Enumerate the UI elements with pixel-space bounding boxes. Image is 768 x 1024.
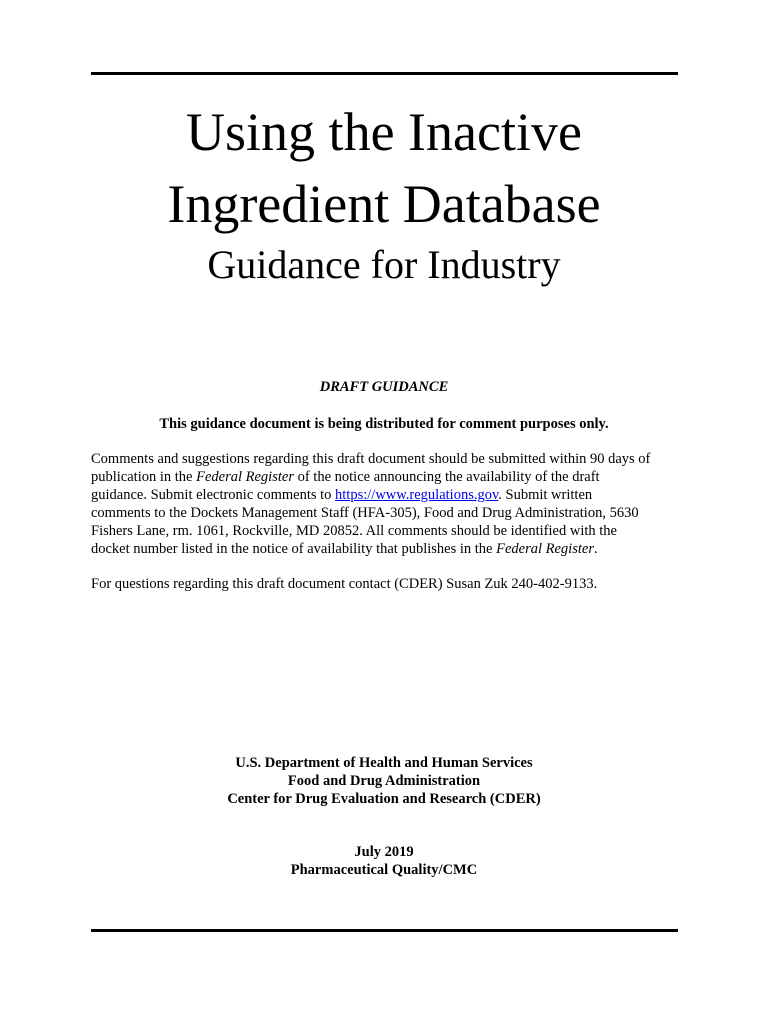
agency-line-3: Center for Drug Evaluation and Research (CDER)	[227, 791, 541, 807]
comments-text: . Submit written	[498, 487, 593, 503]
top-rule	[91, 72, 678, 75]
publication-date: July 2019	[354, 844, 414, 860]
comments-line-5: Fishers Lane, rm. 1061, Rockville, MD 20852. All comments should be identified with the	[91, 523, 617, 539]
agency-line-2: Food and Drug Administration	[287, 773, 481, 789]
title-line-1: Using the Inactive	[186, 102, 582, 162]
title-line-2: Ingredient Database	[167, 174, 601, 234]
guidance-category: Pharmaceutical Quality/CMC	[290, 862, 478, 878]
comments-line-2	[91, 468, 691, 486]
comments-text: of the notice announcing the availability of the draft	[293, 469, 600, 485]
questions-contact: For questions regarding this draft document contact (CDER) Susan Zuk 240-402-9133.	[91, 576, 598, 592]
federal-register-italic: Federal Register	[496, 541, 594, 557]
date-block	[0, 843, 768, 879]
comments-line-6	[91, 540, 691, 558]
federal-register-italic: Federal Register	[196, 469, 294, 485]
comments-text: docket number listed in the notice of availability that publishes in the	[91, 541, 497, 557]
comments-line-4: comments to the Dockets Management Staff (HFA-305), Food and Drug Administration, 5630	[91, 505, 639, 521]
purpose-statement: This guidance document is being distributed for comment purposes only.	[159, 416, 609, 432]
comments-paragraph	[91, 450, 691, 558]
bottom-rule	[91, 929, 678, 932]
comments-line-3	[91, 486, 691, 504]
subtitle: Guidance for Industry	[207, 242, 561, 287]
comments-text: publication in the	[91, 469, 197, 485]
regulations-gov-link[interactable]: https://www.regulations.gov	[335, 487, 499, 503]
agency-line-1: U.S. Department of Health and Human Services	[235, 755, 533, 771]
comments-text: guidance. Submit electronic comments to	[91, 487, 336, 503]
comments-text: .	[593, 541, 598, 557]
agency-block	[0, 754, 768, 808]
comments-line-1: Comments and suggestions regarding this draft document should be submitted within 90 days of	[91, 451, 651, 467]
draft-label: DRAFT GUIDANCE	[319, 379, 449, 395]
